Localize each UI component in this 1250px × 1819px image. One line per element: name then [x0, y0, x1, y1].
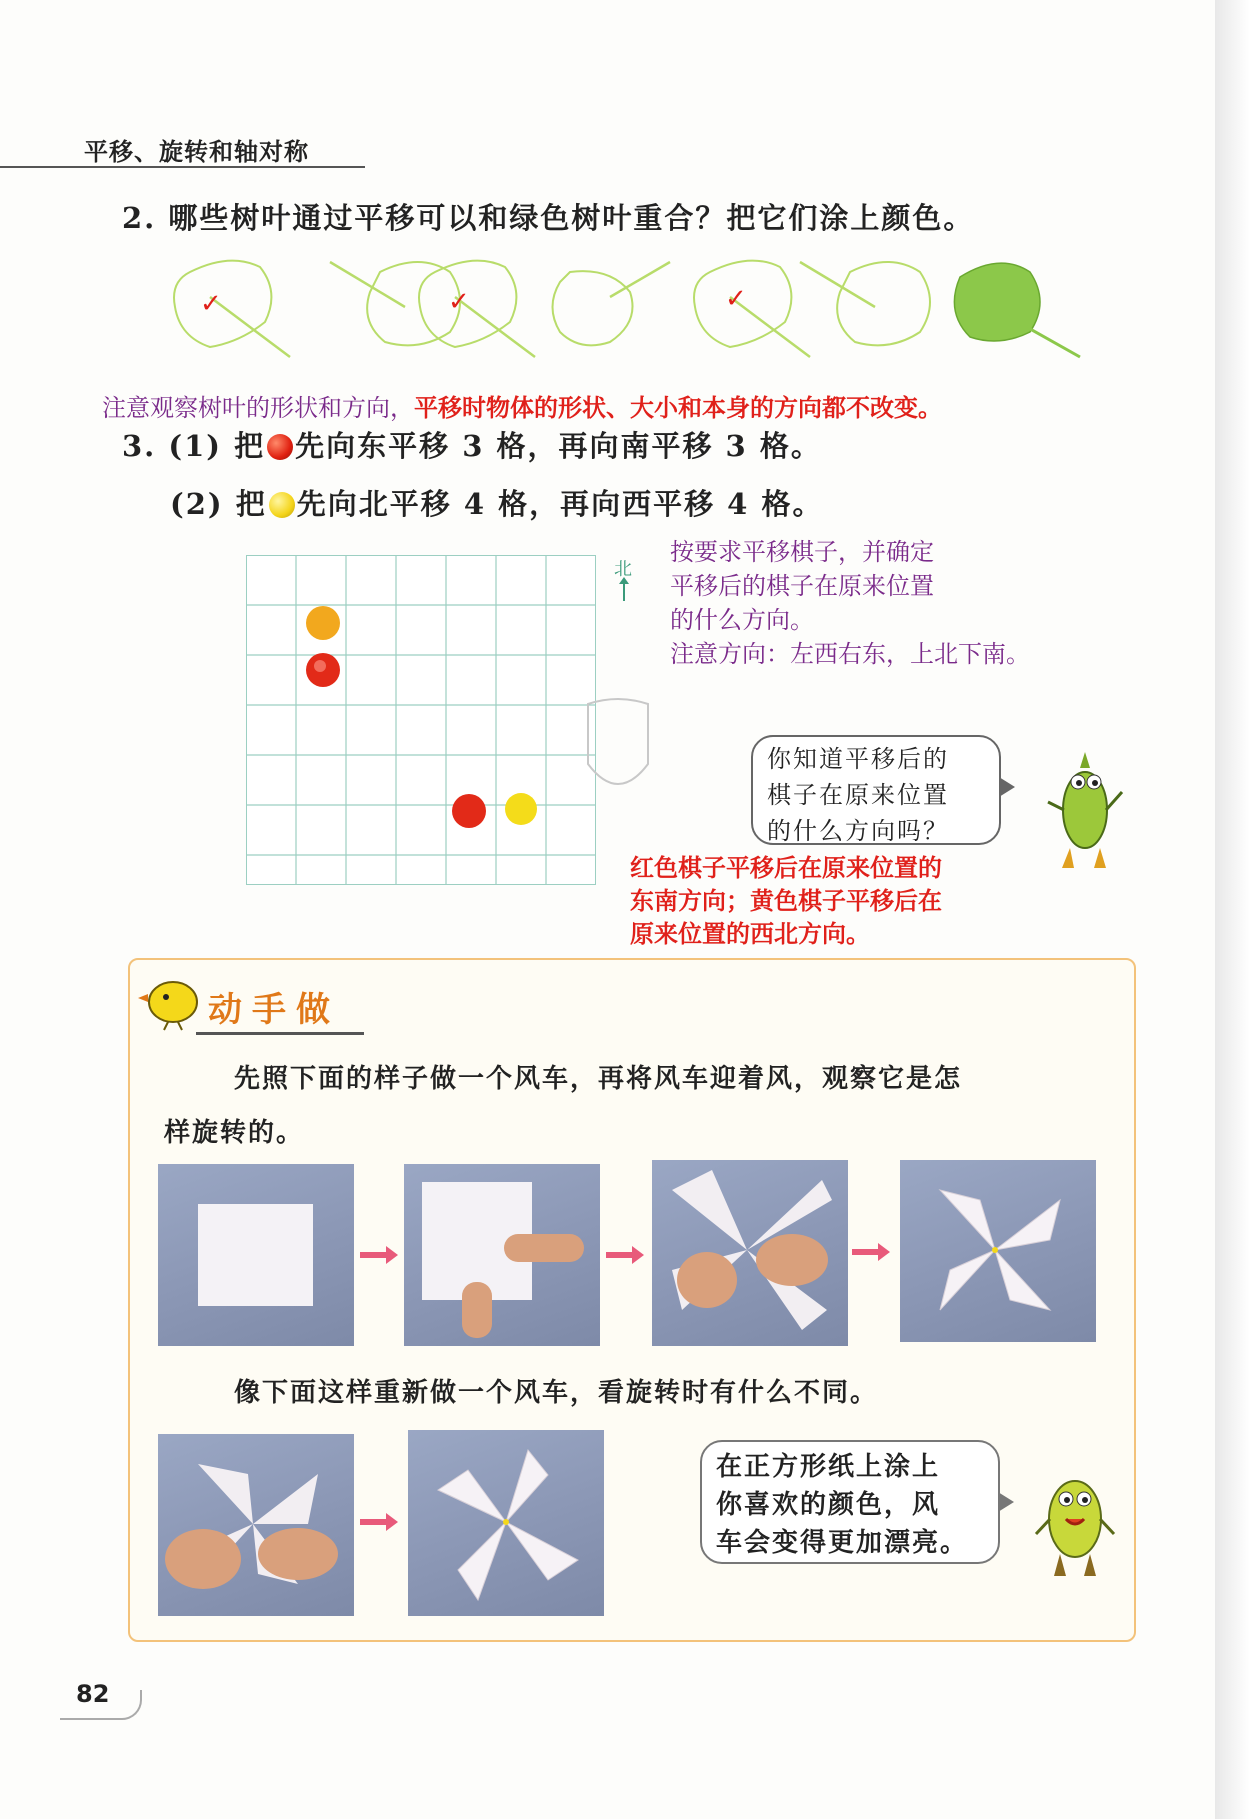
yellow-piece-moved [505, 793, 537, 825]
activity-title-rule [196, 1032, 364, 1035]
bubble-line-2: 棋子在原来位置 [767, 781, 949, 809]
leaf-6 [800, 262, 930, 345]
hint-text [102, 388, 942, 423]
activity-instruction-1a: 先照下面的样子做一个风车，再将风车迎着风，观察它是怎 [234, 1064, 963, 1094]
question-3-part-1 [122, 424, 822, 465]
leaf-row [170, 252, 1090, 372]
q3-1-suffix: 先向东平移 3 格，再向南平移 3 格。 [295, 429, 822, 463]
tip-line-1: 在正方形纸上涂上 [716, 1452, 941, 1482]
stamp-watermark-icon [578, 694, 658, 804]
arrow-right-icon [360, 1245, 398, 1265]
bubble-line-1: 你知道平移后的 [767, 745, 949, 773]
leaf-5-check-mark: ✓ [725, 284, 747, 314]
activity-instruction-1b: 样旋转的。 [164, 1118, 305, 1148]
instructions [670, 535, 1030, 671]
photo-step-3-folding [652, 1160, 848, 1346]
arrow-right-icon [852, 1242, 890, 1262]
section-header: 平移、旋转和轴对称 [84, 137, 309, 166]
leaf-5-checked [694, 261, 810, 357]
leaf-3-check-mark: ✓ [448, 287, 470, 317]
question-3-part-2 [170, 482, 823, 523]
instructions-line-1: 按要求平移棋子，并确定 [670, 538, 934, 566]
q3-2-suffix: 先向北平移 4 格，再向西平移 4 格。 [296, 487, 824, 521]
hint-part-b: 平移时物体的形状、大小和本身的方向都不改变。 [414, 394, 942, 422]
answer-line-1: 红色棋子平移后在原来位置的 [630, 854, 942, 882]
header-rule [0, 166, 365, 168]
tip-bubble [700, 1440, 1000, 1564]
leaf-7-green [954, 263, 1080, 357]
instructions-line-2: 平移后的棋子在原来位置 [670, 572, 934, 600]
activity-instruction-2: 像下面这样重新做一个风车，看旋转时有什么不同。 [234, 1378, 879, 1408]
hint-part-a: 注意观察树叶的形状和方向， [102, 394, 414, 422]
tip-line-3: 车会变得更加漂亮。 [716, 1528, 969, 1558]
photo-step-2-cutting [404, 1164, 600, 1346]
leaf-4 [553, 262, 671, 345]
activity-title: 动手做 [208, 990, 340, 1030]
page-number: 82 [76, 1680, 110, 1708]
question-2-text: 2. 哪些树叶通过平移可以和绿色树叶重合？把它们涂上颜色。 [122, 201, 975, 235]
tip-line-2: 你喜欢的颜色，风 [716, 1490, 941, 1520]
bubble-line-3: 的什么方向吗？ [767, 817, 949, 845]
chick-icon [138, 972, 208, 1032]
yellow-piece-icon [269, 492, 295, 518]
question-bubble [751, 735, 1001, 845]
arrow-right-icon [606, 1245, 644, 1265]
instructions-line-3: 的什么方向。 [670, 606, 814, 634]
red-piece-icon [267, 434, 293, 460]
photo-coloring-pinwheel [158, 1434, 354, 1616]
answer-line-3: 原来位置的西北方向。 [630, 920, 870, 948]
arrow-right-icon [360, 1512, 398, 1532]
photo-new-pinwheel [408, 1430, 604, 1616]
corn-character-icon [1030, 1464, 1120, 1584]
page-edge [1215, 0, 1250, 1819]
north-label: 北 [614, 559, 632, 580]
leaf-3-checked [419, 261, 535, 357]
instructions-line-4: 注意方向：左西右东，上北下南。 [670, 640, 1030, 668]
answer-line-2: 东南方向；黄色棋子平移后在 [630, 887, 942, 915]
q3-2-prefix: (2) 把 [170, 487, 267, 521]
answer-text [630, 852, 942, 951]
photo-step-4-pinwheel [900, 1160, 1096, 1342]
yellow-piece-original [306, 606, 340, 640]
leaf-2 [330, 262, 460, 345]
cartoon-character-icon [1040, 740, 1130, 880]
leaf-1-checked [174, 261, 290, 357]
photo-step-1-square-paper [158, 1164, 354, 1346]
movement-grid [246, 555, 596, 885]
q3-1-prefix: 3. (1) 把 [122, 429, 266, 463]
red-piece-moved [452, 794, 486, 828]
north-arrow-icon [623, 583, 625, 601]
leaf-1-check-mark: ✓ [200, 289, 222, 319]
